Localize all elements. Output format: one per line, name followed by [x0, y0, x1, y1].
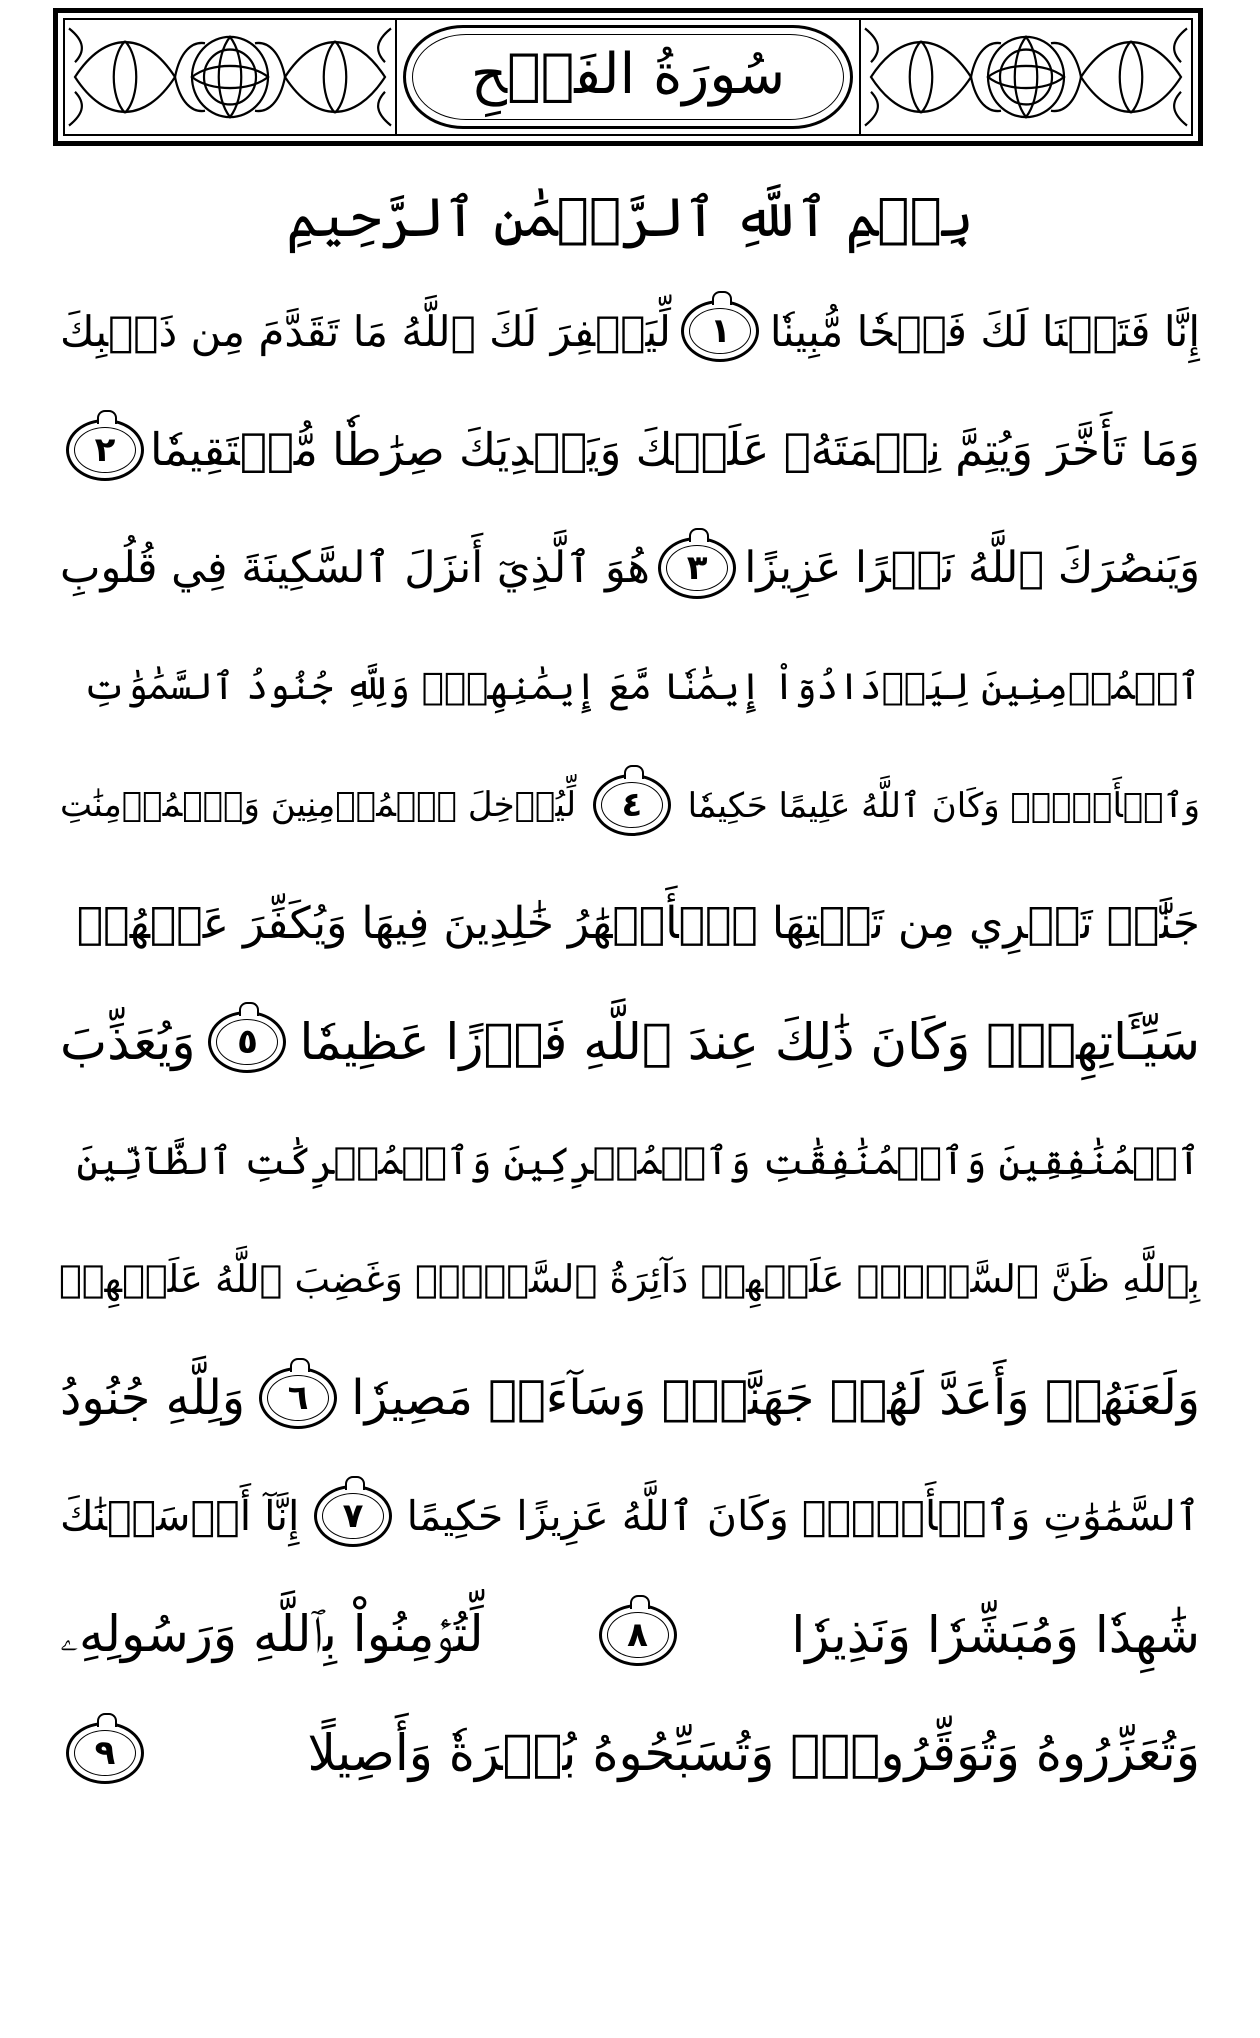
- verse-text: وَيَنصُرَكَ ٱللَّهُ نَصۡرًا عَزِيزًا: [744, 543, 1200, 594]
- surah-title-cartouche: [403, 25, 853, 129]
- verse-line: [60, 983, 1200, 1102]
- ayah-number: ٢: [94, 429, 116, 470]
- arabesque-ornament-left: [63, 18, 397, 136]
- verse-line: [60, 1339, 1200, 1458]
- ayah-number: ١: [710, 311, 731, 352]
- arabesque-ornament-right: [859, 18, 1193, 136]
- verse-text: وَلَعَنَهُمۡ وَأَعَدَّ لَهُمۡ جَهَنَّمَۖ وَسَآءَتۡ مَصِيرٗا: [351, 1369, 1200, 1426]
- verse-text: ٱلۡمُؤۡمِنِينَ لِيَزۡدَادُوٓاْ إِيمَٰنٗا مَّعَ إِيمَٰنِهِمۡۗ وَلِلَّهِ جُنُودُ ٱلسَّمَٰوَٰتِ: [82, 665, 1200, 709]
- verse-text: جَنَّٰتٖ تَجۡرِي مِن تَحۡتِهَا ٱلۡأَنۡهَٰرُ خَٰلِدِينَ فِيهَا وَيُكَفِّرَ عَنۡهُمۡ: [76, 898, 1200, 950]
- verse-text: لِّتُؤۡمِنُواْ بِٱللَّهِ وَرَسُولِهِۦ: [60, 1605, 484, 1664]
- surah-header-banner: [53, 8, 1203, 146]
- ayah-number-marker: [208, 1011, 286, 1073]
- verse-text: سَيِّـَٔاتِهِمۡۚ وَكَانَ ذَٰلِكَ عِندَ ٱللَّهِ فَوۡزًا عَظِيمٗا: [299, 1013, 1200, 1072]
- verse-line: [60, 1102, 1200, 1221]
- ayah-number: ٤: [621, 785, 643, 826]
- ayah-number: ٩: [94, 1733, 116, 1774]
- ayah-number-marker: [314, 1485, 392, 1547]
- ayah-number-marker: [658, 537, 736, 599]
- ayah-number-marker: [66, 419, 144, 481]
- ayah-number: ٨: [627, 1614, 648, 1655]
- verse-text: وَمَا تَأَخَّرَ وَيُتِمَّ نِعۡمَتَهُۥ عَلَيۡكَ وَيَهۡدِيَكَ صِرَٰطٗا مُّسۡتَقِيمٗا: [150, 423, 1200, 477]
- ayah-number-marker: [681, 300, 759, 362]
- ayah-number-marker: [599, 1604, 677, 1666]
- verse-line: [60, 1220, 1200, 1339]
- ayah-number: ٧: [342, 1496, 364, 1537]
- verse-text: وَيُعَذِّبَ: [60, 1013, 196, 1072]
- ayah-number: ٥: [237, 1022, 258, 1063]
- verse-text: لِّيُدۡخِلَ ٱلۡمُؤۡمِنِينَ وَٱلۡمُؤۡمِنَٰتِ: [60, 785, 577, 826]
- verse-text: إِنَّا فَتَحۡنَا لَكَ فَتۡحٗا مُّبِينٗا: [769, 306, 1200, 356]
- ayah-number: ٦: [287, 1377, 309, 1418]
- ayah-number-marker: [593, 774, 671, 836]
- verse-text: شَٰهِدٗا وَمُبَشِّرٗا وَنَذِيرٗا: [791, 1605, 1200, 1664]
- verse-text: بِٱللَّهِ ظَنَّ ٱلسَّوۡءِۚ عَلَيۡهِمۡ دَآئِرَةُ ٱلسَّوۡءِۖ وَغَضِبَ ٱللَّهُ عَلَيۡهِمۡ: [58, 1257, 1200, 1302]
- verse-line: [60, 628, 1200, 747]
- verse-line: [60, 865, 1200, 984]
- ayah-number: ٣: [686, 548, 708, 589]
- verse-line: [60, 391, 1200, 510]
- ayah-number-marker: [259, 1367, 337, 1429]
- verse-line: [60, 1457, 1200, 1576]
- verse-text: إِنَّآ أَرۡسَلۡنَٰكَ: [60, 1492, 300, 1541]
- verse-line: [60, 272, 1200, 391]
- basmala: بِسۡمِ ٱللَّهِ ٱلرَّحۡمَٰنِ ٱلرَّحِيمِ: [286, 186, 974, 249]
- verse-text-block: [60, 272, 1200, 1813]
- verse-text: وَٱلۡأَرۡضِۚ وَكَانَ ٱللَّهُ عَلِيمًا حَكِيمٗا: [687, 785, 1200, 826]
- ayah-number-marker: [66, 1722, 144, 1784]
- verse-text: هُوَ ٱلَّذِيٓ أَنزَلَ ٱلسَّكِينَةَ فِي قُلُوبِ: [60, 543, 650, 594]
- verse-text: وَلِلَّهِ جُنُودُ: [60, 1369, 246, 1426]
- surah-title: سُورَةُ الفَتۡحِ: [470, 42, 786, 107]
- verse-text: ٱلسَّمَٰوَٰتِ وَٱلۡأَرۡضِۚ وَكَانَ ٱللَّهُ عَزِيزًا حَكِيمًا: [406, 1492, 1200, 1541]
- verse-line: [60, 746, 1200, 865]
- verse-text: ٱلۡمُنَٰفِقِينَ وَٱلۡمُنَٰفِقَٰتِ وَٱلۡمُشۡرِكِينَ وَٱلۡمُشۡرِكَٰتِ ٱلظَّآنِّينَ: [76, 1138, 1200, 1183]
- verse-line: [60, 509, 1200, 628]
- verse-text: وَتُعَزِّرُوهُ وَتُوَقِّرُوهُۚ وَتُسَبِّحُوهُ بُكۡرَةٗ وَأَصِيلًا: [307, 1724, 1200, 1783]
- verse-line: [60, 1694, 1200, 1813]
- verse-text: لِّيَغۡفِرَ لَكَ ٱللَّهُ مَا تَقَدَّمَ مِن ذَنۢبِكَ: [60, 306, 671, 356]
- verse-line: [60, 1576, 1200, 1695]
